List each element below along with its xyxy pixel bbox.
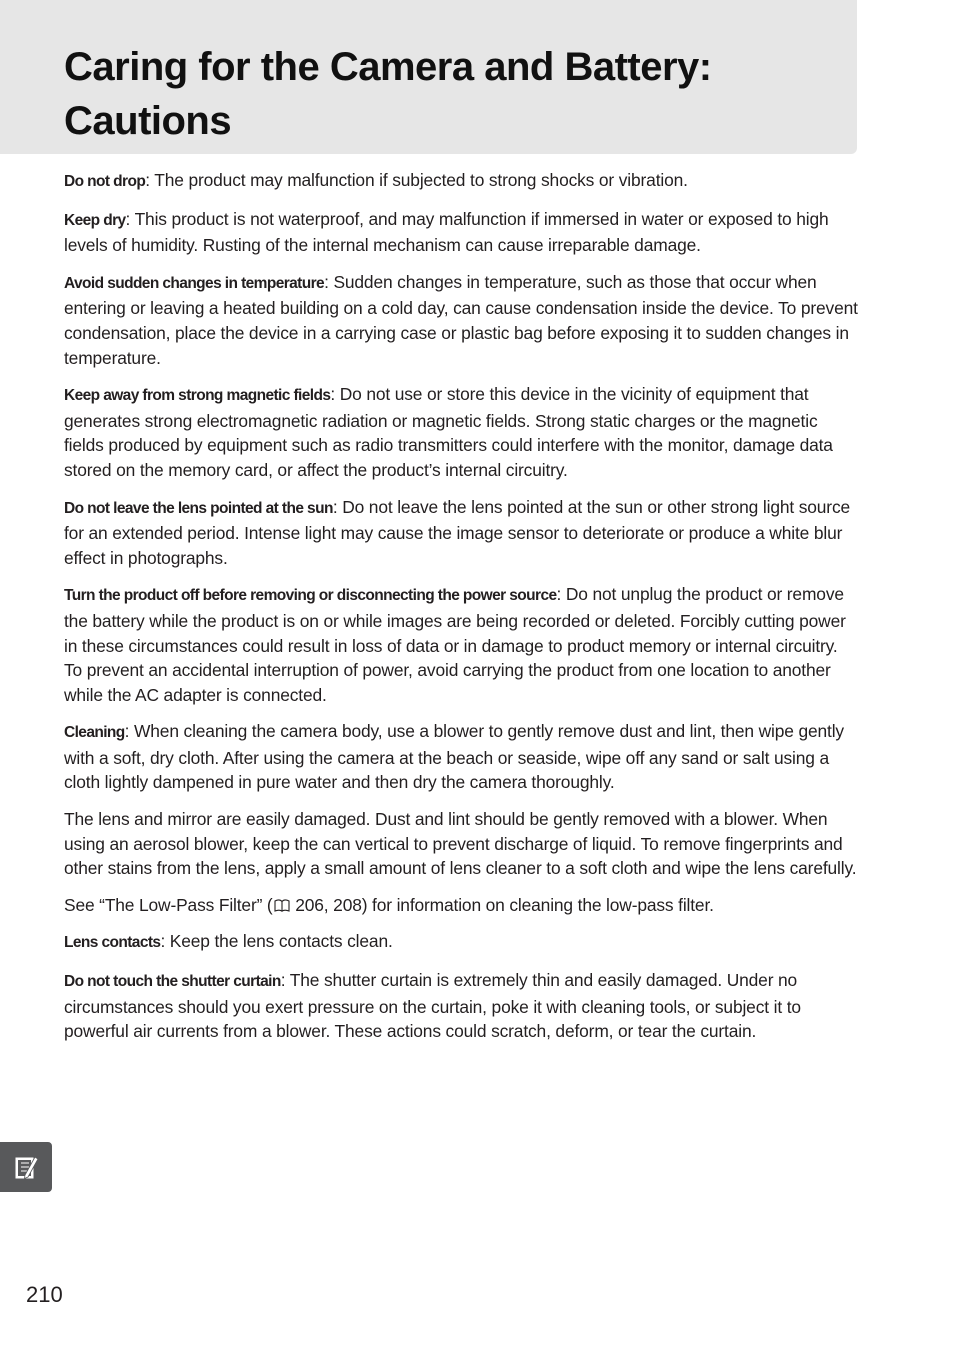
reference-text-after: 206, 208) for information on cleaning the low-pass filter. <box>290 894 714 915</box>
caution-term: Keep dry <box>64 211 126 229</box>
page-title: Caring for the Camera and Battery: Cautions <box>64 45 712 143</box>
section-tab[interactable] <box>0 1142 52 1192</box>
caution-term: Lens contacts <box>64 934 161 952</box>
caution-temperature <box>64 270 858 370</box>
caution-power-source <box>64 582 858 707</box>
caution-text: : Do not use or store this device in the vicinity of equipment that generates strong electromagnetic radiation or magnetic fields. Strong static charges or the magnetic fields produced by equipment such as radio transmitters could interfere with the monitor, damage data stored on the memory card, or affect the product’s internal circuitry. <box>64 384 833 480</box>
caution-term: Cleaning <box>64 724 125 742</box>
caution-magnetic-fields <box>64 382 858 482</box>
caution-text: : Do not unplug the product or remove the battery while the product is on or while images are being recorded or deleted. Forcibly cutting power in these circumstances could result in loss of data or in damage to product memory or internal circuitry. To prevent an accidental interruption of power, avoid carrying the product from one location to another while the AC adapter is connected. <box>64 584 846 705</box>
caution-text: : The product may malfunction if subjected to strong shocks or vibration. <box>145 170 688 190</box>
page-reference-book-icon <box>274 899 290 912</box>
caution-lens-contacts <box>64 929 858 956</box>
caution-shutter-curtain <box>64 968 858 1044</box>
caution-do-not-drop <box>64 168 858 195</box>
caution-term: Keep away from strong magnetic fields <box>64 387 331 405</box>
title-banner <box>0 0 857 154</box>
maintenance-notes-icon <box>14 1153 40 1181</box>
reference-text-before: See “The Low-Pass Filter” ( <box>64 894 273 915</box>
caution-text: : Keep the lens contacts clean. <box>160 931 393 952</box>
caution-sun <box>64 495 858 571</box>
caution-term: Do not touch the shutter curtain <box>64 973 281 991</box>
caution-text: : Do not leave the lens pointed at the sun or other strong light source for an extended period. Intense light may cause the image sensor to deteriorate or produce a white blur effect in photographs. <box>64 496 851 568</box>
lens-mirror-paragraph: The lens and mirror are easily damaged. Dust and lint should be gently removed with a blower. When using an aerosol blower, keep the can vertical to prevent discharge of liquid. To remove fingerprints and other stains from the lens, apply a small amount of lens cleaner to a soft cloth and wipe the lens carefully. <box>64 809 857 879</box>
caution-text: : Sudden changes in temperature, such as those that occur when entering or leaving a heated building on a cold day, can cause condensation inside the device. To prevent condensation, place the device in a carrying case or plastic bag before exposing it to sudden changes in temperature. <box>64 271 858 368</box>
caution-text: : When cleaning the camera body, use a blower to gently remove dust and lint, then wipe gently with a soft, dry cloth. After using the camera at the beach or seaside, wipe off any sand or salt using a cloth lightly dampened in pure water and then dry the camera thoroughly. <box>64 721 844 793</box>
caution-term: Turn the product off before removing or disconnecting the power source <box>64 587 557 605</box>
caution-keep-dry <box>64 207 858 258</box>
caution-term: Do not drop <box>64 173 146 190</box>
caution-text: : The shutter curtain is extremely thin and easily damaged. Under no circumstances should you exert pressure on the curtain, poke it with cleaning tools, or subject it to powerful air currents from a blower. These actions could scratch, deform, or tear the curtain. <box>64 970 801 1042</box>
caution-term: Avoid sudden changes in temperature <box>64 274 325 292</box>
page-number: 210 <box>26 1282 63 1307</box>
caution-term: Do not leave the lens pointed at the sun <box>64 499 333 517</box>
low-pass-filter-reference <box>64 893 858 918</box>
caution-cleaning <box>64 719 858 795</box>
main-content <box>64 168 858 1056</box>
caution-text: : This product is not waterproof, and may malfunction if immersed in water or exposed to high levels of humidity. Rusting of the internal mechanism can cause irreparable damage. <box>64 208 829 256</box>
